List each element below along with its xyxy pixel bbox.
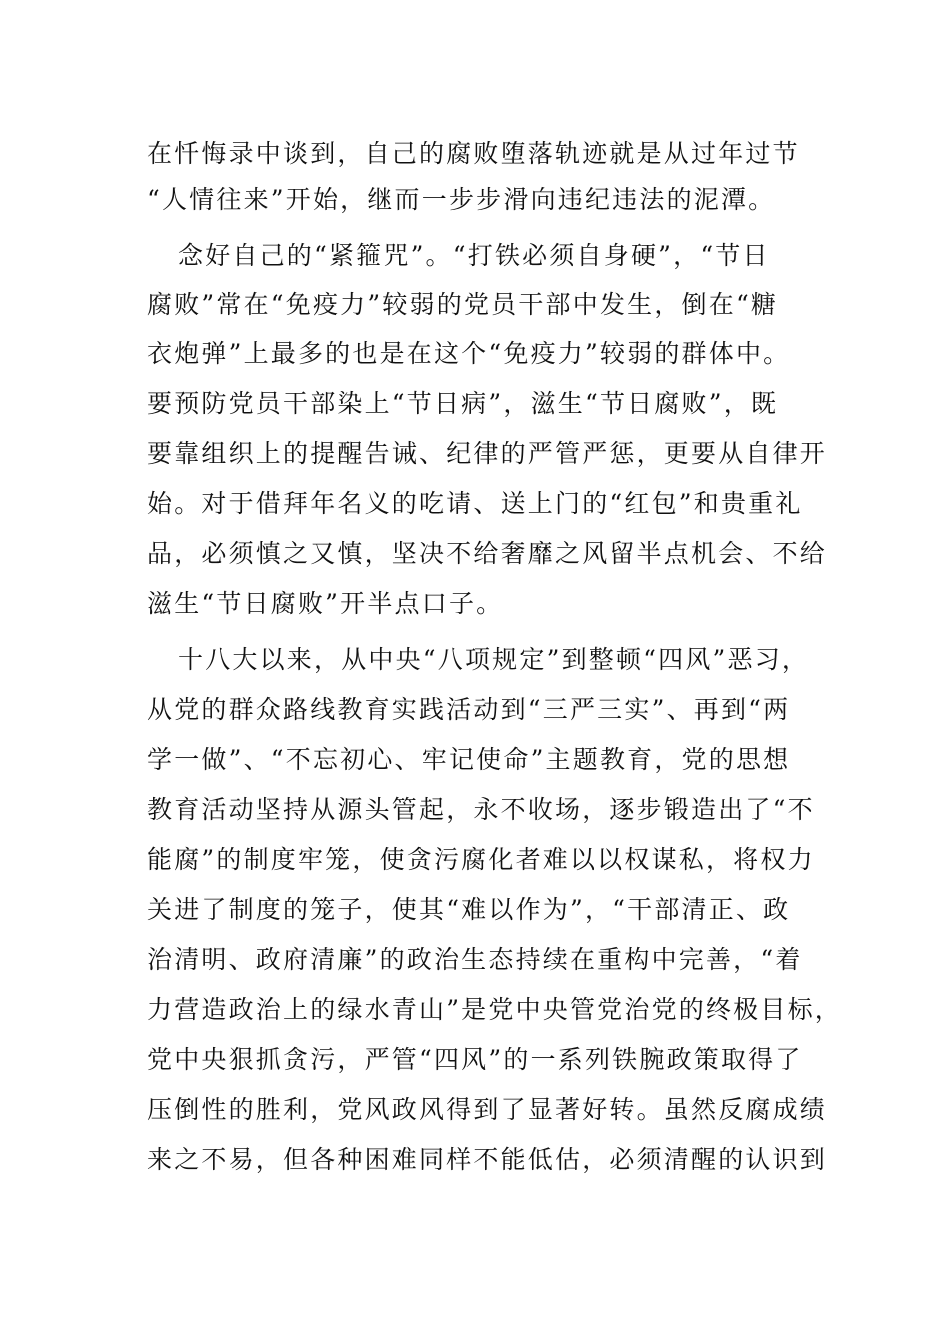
- text-line-14: 教育活动坚持从源头管起，永不收场，逐步锻造出了“不: [147, 795, 815, 824]
- text-line-2: “人情往来”开始，继而一步步滑向违纪违法的泥潭。: [147, 185, 776, 214]
- text-line-8: 始。对于借拜年名义的吃请、送上门的“红包”和贵重礼: [147, 489, 803, 518]
- text-line-5: 衣炮弹”上最多的也是在这个“免疫力”较弱的群体中。: [147, 339, 791, 368]
- text-line-9: 品，必须慎之又慎，坚决不给奢靡之风留半点机会、不给: [147, 539, 828, 568]
- text-line-15: 能腐”的制度牢笼，使贪污腐化者难以以权谋私，将权力: [147, 845, 815, 874]
- text-line-7: 要靠组织上的提醒告诫、纪律的严管严惩，更要从自律开: [147, 439, 828, 468]
- text-line-21: 来之不易，但各种困难同样不能低估，必须清醒的认识到: [147, 1145, 828, 1174]
- text-line-6: 要预防党员干部染上“节日病”，滋生“节日腐败”，既: [147, 389, 779, 418]
- text-line-16: 关进了制度的笼子，使其“难以作为”，“干部清正、政: [147, 895, 791, 924]
- text-line-19: 党中央狠抓贪污，严管“四风”的一系列铁腕政策取得了: [147, 1045, 803, 1074]
- text-line-3: 念好自己的“紧箍咒”。“打铁必须自身硬”，“节日: [178, 241, 770, 270]
- text-line-4: 腐败”常在“免疫力”较弱的党员干部中发生，倒在“糖: [147, 290, 779, 319]
- text-line-13: 学一做”、“不忘初心、牢记使命”主题教育，党的思想: [147, 745, 791, 774]
- text-line-20: 压倒性的胜利，党风政风得到了显著好转。虽然反腐成绩: [147, 1095, 828, 1124]
- text-line-18: 力营造政治上的绿水青山”是党中央管党治党的终极目标，: [147, 995, 842, 1024]
- text-line-1: 在忏悔录中谈到，自己的腐败堕落轨迹就是从过年过节: [147, 139, 800, 168]
- text-line-10: 滋生“节日腐败”开半点口子。: [147, 589, 504, 618]
- text-line-12: 从党的群众路线教育实践活动到“三严三实”、再到“两: [147, 695, 791, 724]
- text-line-11: 十八大以来，从中央“八项规定”到整顿“四风”恶习，: [178, 645, 810, 674]
- text-line-17: 治清明、政府清廉”的政治生态持续在重构中完善，“着: [147, 945, 803, 974]
